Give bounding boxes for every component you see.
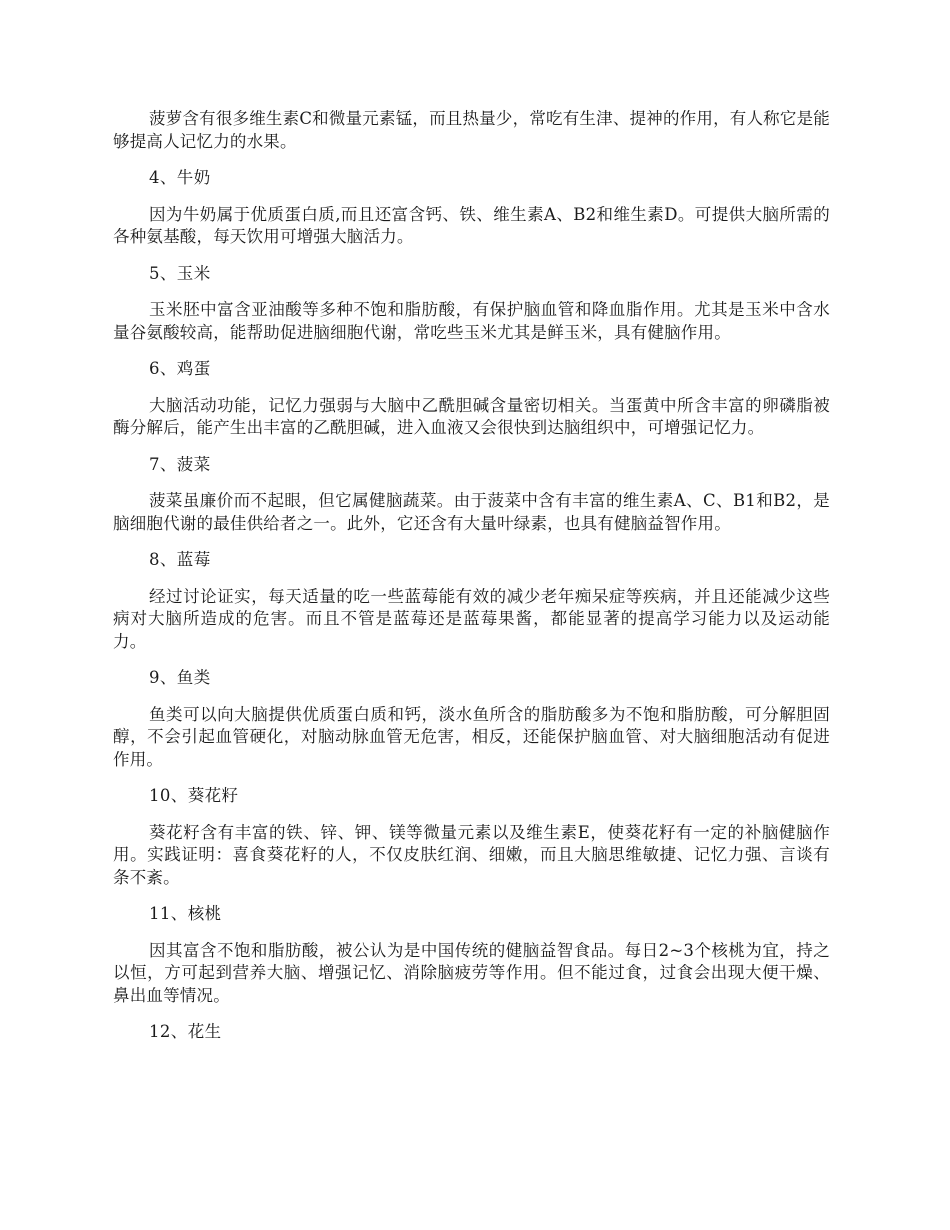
section-heading-corn: 5、玉米 xyxy=(149,263,211,283)
section-heading-egg: 6、鸡蛋 xyxy=(149,359,211,378)
section-heading-blueberry: 8、蓝莓 xyxy=(149,550,211,569)
paragraph-corn: 玉米胚中富含亚油酸等多种不饱和脂肪酸，有保护脑血管和降血脂作用。尤其是玉米中含水量谷氨酸较高，能帮助促进脑细胞代谢，常吃些玉米尤其是鲜玉米，具有健脑作用。 xyxy=(113,300,830,342)
paragraph-sunflower-seed: 葵花籽含有丰富的铁、锌、钾、镁等微量元素以及维生素E，使葵花籽有一定的补脑健脑作用。实践证明：喜食葵花籽的人，不仅皮肤红润、细嫩，而且大脑思维敏捷、记忆力强、言谈有条不紊。 xyxy=(113,822,830,887)
section-heading-milk: 4、牛奶 xyxy=(149,168,211,187)
document-page xyxy=(113,108,830,1044)
paragraph-spinach: 菠菜虽廉价而不起眼，但它属健脑蔬菜。由于菠菜中含有丰富的维生素A、C、B1和B2，是脑细胞代谢的最佳供给者之一。此外，它还含有大量叶绿素，也具有健脑益智作用。 xyxy=(113,491,830,533)
section-heading-walnut: 11、核桃 xyxy=(149,904,222,923)
section-heading-sunflower-seed: 10、葵花籽 xyxy=(149,786,239,805)
paragraph-egg: 大脑活动功能，记忆力强弱与大脑中乙酰胆碱含量密切相关。当蛋黄中所含丰富的卵磷脂被酶分解后，能产生出丰富的乙酰胆碱，进入血液又会很快到达脑组织中，可增强记忆力。 xyxy=(113,395,830,437)
paragraph-walnut: 因其富含不饱和脂肪酸，被公认为是中国传统的健脑益智食品。每日2~3个核桃为宜，持之以恒，方可起到营养大脑、增强记忆、消除脑疲劳等作用。但不能过食，过食会出现大便干燥、鼻出血等情况。 xyxy=(113,940,830,1005)
section-heading-fish: 9、鱼类 xyxy=(149,668,211,687)
paragraph-fish: 鱼类可以向大脑提供优质蛋白质和钙，淡水鱼所含的脂肪酸多为不饱和脂肪酸，可分解胆固醇，不会引起血管硬化，对脑动脉血管无危害，相反，还能保护脑血管、对大脑细胞活动有促进作用。 xyxy=(113,704,830,769)
section-heading-peanut: 12、花生 xyxy=(149,1022,222,1041)
paragraph-pineapple: 菠萝含有很多维生素C和微量元素锰，而且热量少，常吃有生津、提神的作用，有人称它是能够提高人记忆力的水果。 xyxy=(113,109,830,151)
section-heading-spinach: 7、菠菜 xyxy=(149,454,211,474)
paragraph-blueberry: 经过讨论证实，每天适量的吃一些蓝莓能有效的减少老年痴呆症等疾病，并且还能减少这些病对大脑所造成的危害。而且不管是蓝莓还是蓝莓果酱，都能显著的提高学习能力以及运动能力。 xyxy=(113,586,830,651)
paragraph-milk: 因为牛奶属于优质蛋白质,而且还富含钙、铁、维生素A、B2和维生素D。可提供大脑所需的各种氨基酸，每天饮用可增强大脑活力。 xyxy=(113,204,830,246)
